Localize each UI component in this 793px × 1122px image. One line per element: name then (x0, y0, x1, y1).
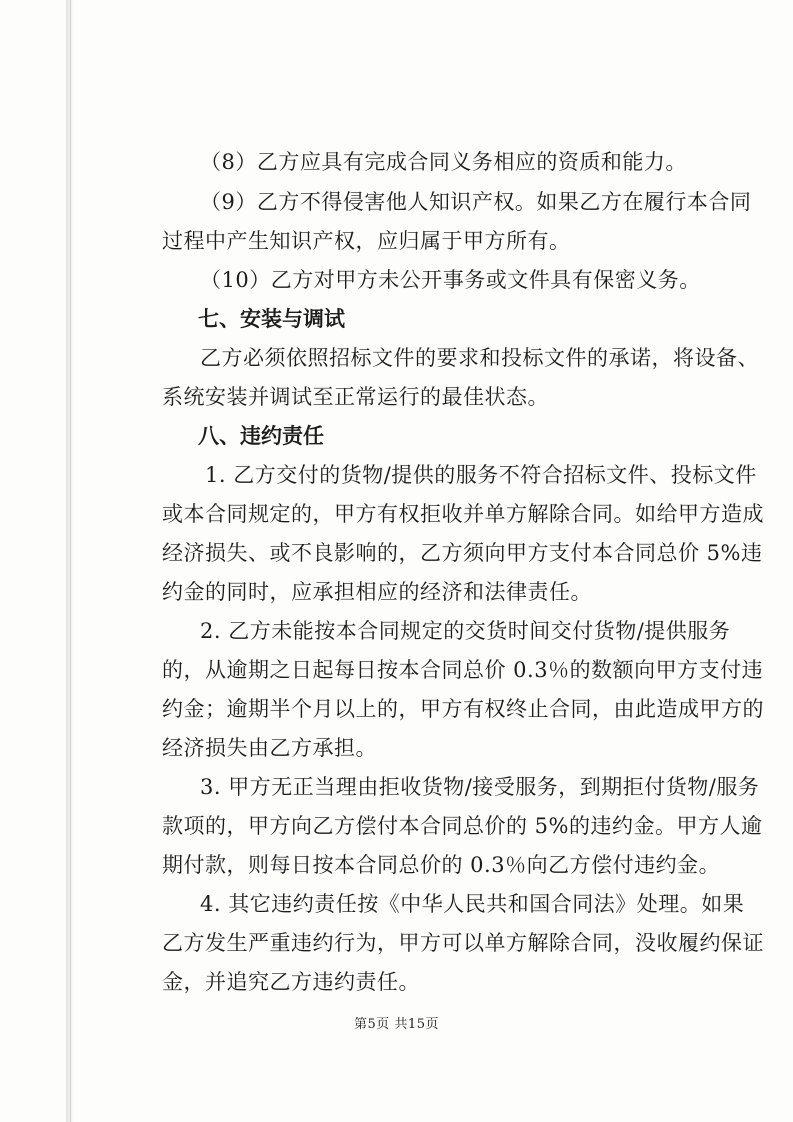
scan-edge-line (70, 0, 71, 1122)
liability-4-line-3: 金，并追究乙方违约责任。 (162, 970, 420, 994)
liability-3-line-3: 期付款，则每日按本合同总价的 0.3％向乙方偿付违约金。 (162, 853, 721, 877)
liability-2-line-2: 的，从逾期之日起每日按本合同总价 0.3％的数额向甲方支付违 (162, 658, 764, 682)
liability-1-line-2: 或本合同规定的，甲方有权拒收并单方解除合同。如给甲方造成 (162, 502, 764, 526)
liability-1-line-4: 约金的同时，应承担相应的经济和法律责任。 (162, 580, 592, 604)
install-line-2: 系统安装并调试至正常运行的最佳状态。 (162, 385, 549, 409)
section-eight-heading: 八、违约责任 (198, 424, 324, 448)
clause-9-line-2: 过程中产生知识产权，应归属于甲方所有。 (162, 229, 571, 253)
clause-10: （10）乙方对甲方未公开事务或文件具有保密义务。 (200, 268, 701, 292)
liability-1-line-3: 经济损失、或不良影响的，乙方须向甲方支付本合同总价 5%违 (162, 541, 763, 565)
liability-4-line-2: 乙方发生严重违约行为，甲方可以单方解除合同，没收履约保证 (162, 931, 764, 955)
liability-1-line-1: 1. 乙方交付的货物/提供的服务不符合招标文件、投标文件 (205, 463, 757, 487)
liability-4-line-1: 4. 其它违约责任按《中华人民共和国合同法》处理。如果 (200, 892, 745, 916)
liability-3-line-2: 款项的，甲方向乙方偿付本合同总价的 5%的违约金。甲方人逾 (162, 814, 763, 838)
section-seven-heading: 七、安装与调试 (198, 307, 345, 331)
liability-2-line-1: 2. 乙方未能按本合同规定的交货时间交付货物/提供服务 (200, 619, 731, 643)
page-number: 第5页 共15页 (354, 1017, 439, 1032)
clause-8: （8）乙方应具有完成合同义务相应的资质和能力。 (200, 150, 687, 174)
liability-2-line-3: 约金；逾期半个月以上的，甲方有权终止合同，由此造成甲方的 (162, 697, 764, 721)
clause-9-line-1: （9）乙方不得侵害他人知识产权。如果乙方在履行本合同 (200, 190, 752, 214)
liability-2-line-4: 经济损失由乙方承担。 (162, 736, 377, 760)
install-line-1: 乙方必须依照招标文件的要求和投标文件的承诺，将设备、 (200, 346, 759, 370)
liability-3-line-1: 3. 甲方无正当理由拒收货物/接受服务，到期拒付货物/服务 (200, 775, 760, 799)
